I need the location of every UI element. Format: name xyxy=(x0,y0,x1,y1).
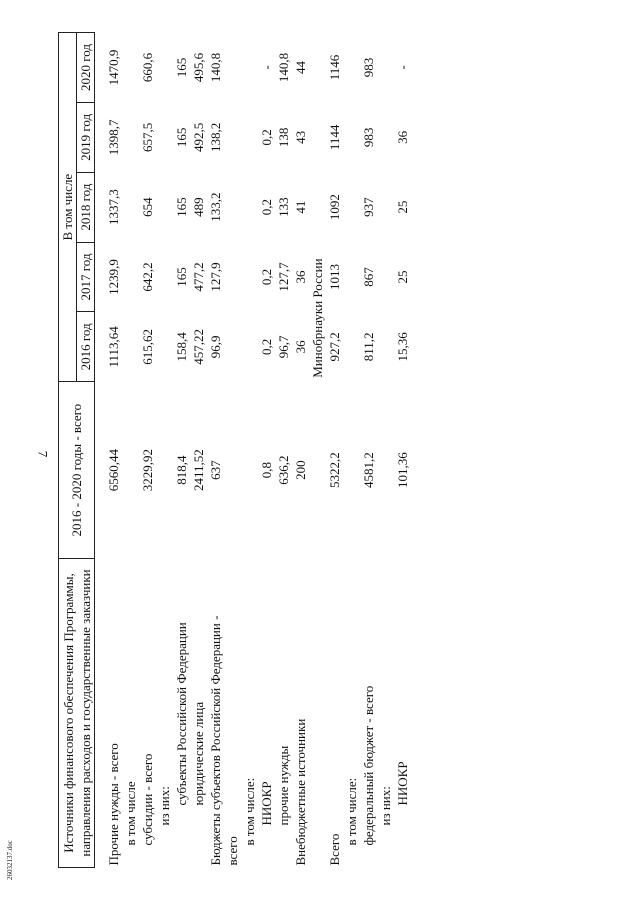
value-cell: 44 xyxy=(293,60,308,74)
table-row xyxy=(173,33,190,868)
value-cell: 5322,2 xyxy=(327,452,342,489)
value-cell: 41 xyxy=(293,200,308,214)
value-cell: 0,2 xyxy=(259,268,274,286)
source-column-header: Источники финансового обеспечения Программы, направления расходов и государственные заказчики xyxy=(59,559,95,868)
value-cell xyxy=(224,312,241,382)
value-cell: 1146 xyxy=(327,54,342,81)
value-cell: 654 xyxy=(140,197,155,217)
row-label: федеральный бюджет - всего xyxy=(361,685,376,846)
page-number: 7 xyxy=(35,450,51,458)
value-cell: 1337,3 xyxy=(106,189,121,226)
value-cell: 165 xyxy=(174,127,189,148)
row-label: Прочие нужды - всего xyxy=(106,743,121,866)
section-row xyxy=(309,33,326,868)
value-cell: 133,2 xyxy=(208,192,223,222)
value-cell: 138 xyxy=(276,127,291,148)
value-cell: 2411,52 xyxy=(191,449,206,492)
value-cell: 637 xyxy=(208,460,223,480)
value-cell xyxy=(122,312,139,382)
value-cell xyxy=(343,382,360,559)
value-cell: 165 xyxy=(174,267,189,287)
value-cell: 96,7 xyxy=(276,335,291,359)
value-cell xyxy=(122,102,139,172)
row-label: из них: xyxy=(157,786,172,826)
table-row xyxy=(139,33,156,868)
row-label: всего xyxy=(225,836,240,866)
value-cell xyxy=(224,102,241,172)
year-header: 2019 год xyxy=(77,102,95,172)
value-cell xyxy=(122,172,139,242)
value-cell xyxy=(343,102,360,172)
value-cell xyxy=(343,33,360,103)
value-cell: 477,2 xyxy=(191,262,206,292)
table-row xyxy=(275,33,292,868)
value-cell: 165 xyxy=(174,197,189,217)
value-cell xyxy=(122,33,139,103)
value-cell: 811,2 xyxy=(361,332,376,362)
value-cell xyxy=(156,102,173,172)
value-cell: 127,7 xyxy=(276,262,291,292)
document-code: 26032137.doc xyxy=(6,840,14,880)
row-label: НИОКР xyxy=(395,761,410,806)
row-label: юридические лица xyxy=(191,701,206,806)
table-row xyxy=(258,33,275,868)
value-cell: - xyxy=(395,65,410,70)
table-row xyxy=(360,33,377,868)
value-cell xyxy=(156,33,173,103)
year-header: 2018 год xyxy=(77,172,95,242)
value-cell: 1239,9 xyxy=(106,259,121,295)
value-cell: 927,2 xyxy=(327,332,342,362)
value-cell: 457,22 xyxy=(191,328,206,365)
value-cell xyxy=(122,242,139,312)
value-cell: 140,8 xyxy=(276,52,291,83)
value-cell: 36 xyxy=(293,340,308,354)
table-row xyxy=(122,33,139,868)
value-cell: 165 xyxy=(174,57,189,78)
row-label: субъекты Российской Федерации xyxy=(174,622,189,806)
value-cell: 138,2 xyxy=(208,122,223,152)
value-cell: 158,4 xyxy=(174,332,189,362)
value-cell: 15,36 xyxy=(395,332,410,362)
row-label: в том числе: xyxy=(242,777,257,846)
value-cell: 937 xyxy=(361,197,376,217)
in-which-header: В том числе xyxy=(59,33,77,382)
table-row xyxy=(105,33,122,868)
value-cell: 1144 xyxy=(327,124,342,151)
value-cell: 1398,7 xyxy=(106,119,121,156)
table-row xyxy=(377,33,394,868)
total-column-header: 2016 - 2020 годы - всего xyxy=(59,382,95,559)
value-cell: 0,8 xyxy=(259,462,274,479)
value-cell xyxy=(343,312,360,382)
table-row xyxy=(292,33,309,868)
value-cell: 492,5 xyxy=(191,122,206,152)
value-cell: 127,9 xyxy=(208,262,223,292)
table-row xyxy=(190,33,207,868)
value-cell: 1092 xyxy=(327,194,342,221)
value-cell: 1470,9 xyxy=(106,49,121,86)
value-cell: 1113,64 xyxy=(106,326,121,368)
table-row xyxy=(224,33,241,868)
value-cell: 660,6 xyxy=(140,52,155,83)
table-row xyxy=(394,33,411,868)
value-cell: 36 xyxy=(293,270,308,284)
value-cell xyxy=(377,382,394,559)
value-cell: 818,4 xyxy=(174,455,189,485)
row-label: в том числе xyxy=(123,781,138,846)
value-cell xyxy=(156,242,173,312)
value-cell: 1013 xyxy=(327,264,342,291)
value-cell: 43 xyxy=(293,130,308,144)
table-row xyxy=(326,33,343,868)
value-cell: 3229,92 xyxy=(140,449,155,492)
value-cell xyxy=(224,33,241,103)
value-cell xyxy=(241,33,258,103)
table-row xyxy=(207,33,224,868)
value-cell xyxy=(224,172,241,242)
table-row xyxy=(241,33,258,868)
value-cell xyxy=(241,382,258,559)
value-cell: 36 xyxy=(395,130,410,144)
row-label: в том числе: xyxy=(344,777,359,846)
value-cell xyxy=(377,102,394,172)
value-cell: 867 xyxy=(361,267,376,287)
value-cell xyxy=(377,312,394,382)
table-row xyxy=(156,33,173,868)
value-cell: 983 xyxy=(361,57,376,78)
value-cell: 200 xyxy=(293,460,308,480)
row-label: из них: xyxy=(378,786,393,826)
value-cell: 657,5 xyxy=(140,122,155,152)
value-cell: 25 xyxy=(395,270,410,284)
value-cell: 636,2 xyxy=(276,455,291,485)
value-cell xyxy=(241,312,258,382)
value-cell: 0,2 xyxy=(259,199,274,216)
row-label: Внебюджетные источники xyxy=(293,718,308,866)
value-cell: 0,2 xyxy=(259,338,274,355)
value-cell: 983 xyxy=(361,127,376,148)
rotated-table-sheet xyxy=(58,32,618,868)
value-cell xyxy=(377,33,394,103)
value-cell: 615,62 xyxy=(140,328,155,365)
value-cell: 25 xyxy=(395,200,410,214)
year-header: 2016 год xyxy=(77,312,95,382)
value-cell: - xyxy=(259,65,274,70)
value-cell xyxy=(156,172,173,242)
section-title: Минобрнауки России xyxy=(310,258,325,378)
value-cell xyxy=(156,382,173,559)
value-cell: 4581,2 xyxy=(361,452,376,489)
value-cell xyxy=(343,242,360,312)
table-body xyxy=(95,33,412,868)
row-label: Всего xyxy=(327,833,342,866)
value-cell xyxy=(224,382,241,559)
year-header: 2020 год xyxy=(77,33,95,103)
row-label: НИОКР xyxy=(259,781,274,826)
value-cell xyxy=(377,172,394,242)
value-cell xyxy=(156,312,173,382)
value-cell: 101,36 xyxy=(395,452,410,489)
value-cell: 489 xyxy=(191,197,206,217)
value-cell xyxy=(224,242,241,312)
value-cell xyxy=(122,382,139,559)
value-cell: 6560,44 xyxy=(106,449,121,492)
value-cell: 642,2 xyxy=(140,262,155,292)
row-label: субсидии - всего xyxy=(140,753,155,846)
value-cell xyxy=(241,102,258,172)
year-header: 2017 год xyxy=(77,242,95,312)
row-label: Бюджеты субъектов Российской Федерации - xyxy=(208,615,223,866)
row-label: прочие нужды xyxy=(276,745,291,826)
value-cell: 96,9 xyxy=(208,335,223,359)
value-cell: 140,8 xyxy=(208,52,223,83)
value-cell xyxy=(241,172,258,242)
value-cell: 0,2 xyxy=(259,129,274,146)
value-cell xyxy=(241,242,258,312)
value-cell: 133 xyxy=(276,197,291,217)
value-cell: 495,6 xyxy=(191,52,206,83)
value-cell xyxy=(343,172,360,242)
table-row xyxy=(343,33,360,868)
funding-table xyxy=(58,32,411,868)
value-cell xyxy=(377,242,394,312)
